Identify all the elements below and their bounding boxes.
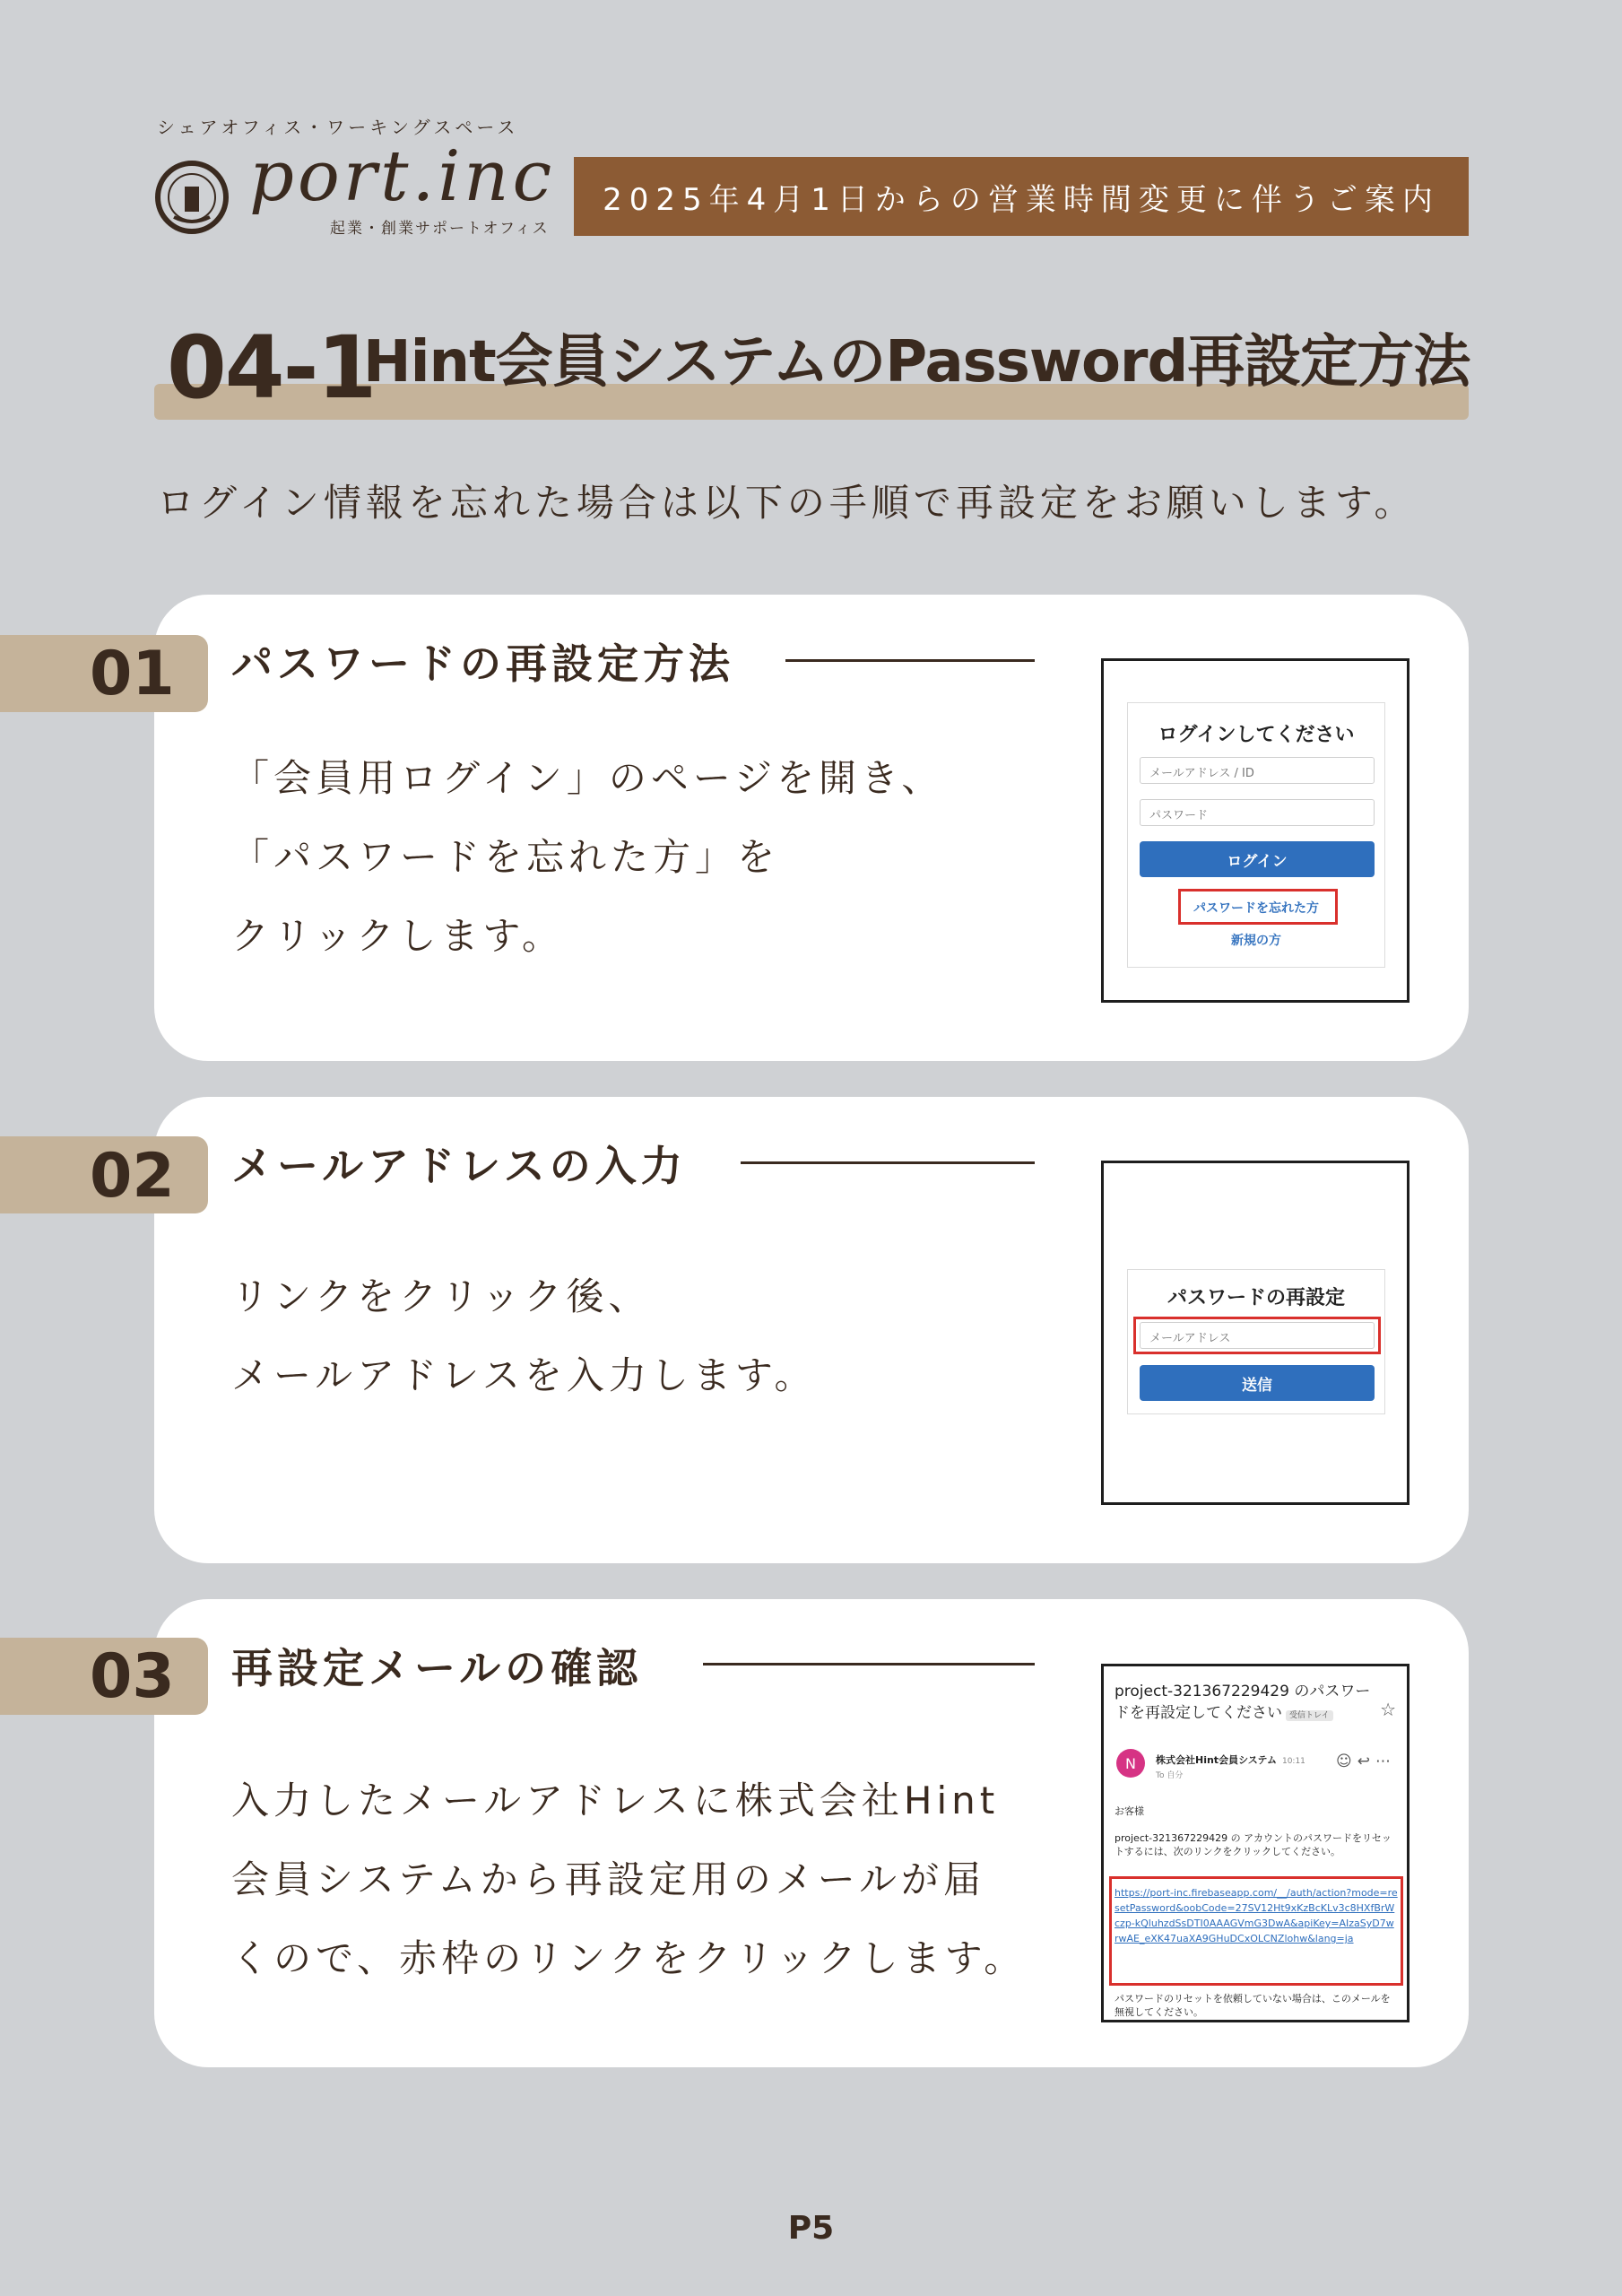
avatar: N: [1116, 1749, 1145, 1778]
login-screenshot: [1101, 658, 1409, 1003]
page-title: Hint会員システムのPassword再設定方法: [363, 329, 1470, 396]
step-number-2: 02: [90, 1141, 175, 1212]
reset-link[interactable]: https://port-inc.firebaseapp.com/__/auth/action?mode=resetPassword&oobCode=27SV12Ht9xKzBcKLv3c8HXfBrWczp-kQluhzdSsDTI0AAAGVmG3DwA&apiKey=AIzaSyD7wrwAE_eXK47uaXA9GHuDCxOLCNZlohw&lang=ja: [1115, 1887, 1398, 1944]
step-number-1: 01: [90, 639, 175, 709]
step-line: 入力したメールアドレスに株式会社Hint: [231, 1779, 1000, 1822]
mail-subject: [1115, 1681, 1383, 1726]
login-button[interactable]: ログイン: [1140, 841, 1375, 877]
step-title-3: 再設定メールの確認: [231, 1644, 643, 1692]
mail-footer: パスワードのリセットを依頼していない場合は、このメールを無視してください。: [1115, 1993, 1391, 2018]
send-button[interactable]: 送信: [1140, 1365, 1375, 1401]
mail-actions: [1336, 1752, 1396, 1770]
star-icon[interactable]: ☆: [1380, 1699, 1396, 1720]
reset-email-field[interactable]: メールアドレス: [1140, 1322, 1375, 1349]
step-line: メールアドレスを入力します。: [231, 1353, 817, 1397]
mail-body: project-321367229429 の アカウントのパスワードをリセットするには、次のリンクをクリックしてください。: [1115, 1832, 1392, 1857]
email-field[interactable]: メールアドレス / ID: [1140, 757, 1375, 784]
step-divider-2: [741, 1161, 1035, 1164]
step-line: リンクをクリック後、: [231, 1274, 651, 1318]
reply-icon[interactable]: ↩: [1357, 1752, 1375, 1770]
password-field[interactable]: パスワード: [1140, 799, 1375, 826]
notice-banner: 2025年4月1日からの営業時間変更に伴うご案内: [574, 157, 1469, 236]
step-body-2: [231, 1257, 817, 1415]
step-body-3: [231, 1761, 1026, 1998]
step-line: くので、赤枠のリンクをクリックします。: [231, 1936, 1027, 1980]
emoji-icon[interactable]: ☺: [1336, 1752, 1357, 1770]
inbox-tag: 受信トレイ: [1286, 1710, 1333, 1721]
logo-subtitle: 起業・創業サポートオフィス: [330, 220, 550, 238]
mail-subject-text: project-321367229429 のパスワードを再設定してください: [1115, 1683, 1371, 1722]
step-title-1: パスワードの再設定方法: [231, 639, 734, 688]
header-tagline: シェアオフィス・ワーキングスペース: [157, 117, 519, 138]
page-number: P5: [787, 2210, 835, 2247]
step-title-2: メールアドレスの入力: [231, 1142, 687, 1190]
step-divider-1: [785, 659, 1035, 662]
step-number-3: 03: [90, 1641, 175, 1712]
section-number: 04-1: [167, 317, 376, 418]
mail-recipient: To 自分: [1156, 1771, 1184, 1780]
logo-emblem-icon: [154, 160, 230, 235]
step-line: クリックします。: [231, 914, 564, 958]
reset-title: パスワードの再設定: [1167, 1287, 1345, 1309]
more-icon[interactable]: ⋯: [1375, 1752, 1396, 1770]
mail-greeting: お客様: [1115, 1805, 1144, 1817]
step-divider-3: [703, 1663, 1035, 1665]
reset-panel: [1127, 1269, 1385, 1414]
forgot-password-link[interactable]: パスワードを忘れた方: [1193, 901, 1319, 916]
reset-screenshot: [1101, 1161, 1409, 1505]
new-user-link[interactable]: 新規の方: [1231, 934, 1281, 948]
email-screenshot: [1101, 1664, 1409, 2022]
step-line: 「会員用ログイン」のページを開き、: [231, 756, 944, 800]
mail-sender: [1156, 1752, 1305, 1767]
mail-time: 10:11: [1281, 1757, 1305, 1766]
logo-wordmark: port.inc: [249, 136, 556, 217]
intro-text: ログイン情報を忘れた場合は以下の手順で再設定をお願いします。: [157, 481, 1417, 525]
step-body-1: [231, 739, 943, 976]
highlight-box: [1133, 1317, 1381, 1354]
login-panel: [1127, 702, 1385, 968]
sender-name: 株式会社Hint会員システム: [1156, 1754, 1277, 1766]
step-line: 「パスワードを忘れた方」を: [231, 835, 780, 879]
step-line: 会員システムから再設定用のメールが届: [231, 1857, 985, 1901]
login-title: ログインしてください: [1158, 724, 1355, 746]
